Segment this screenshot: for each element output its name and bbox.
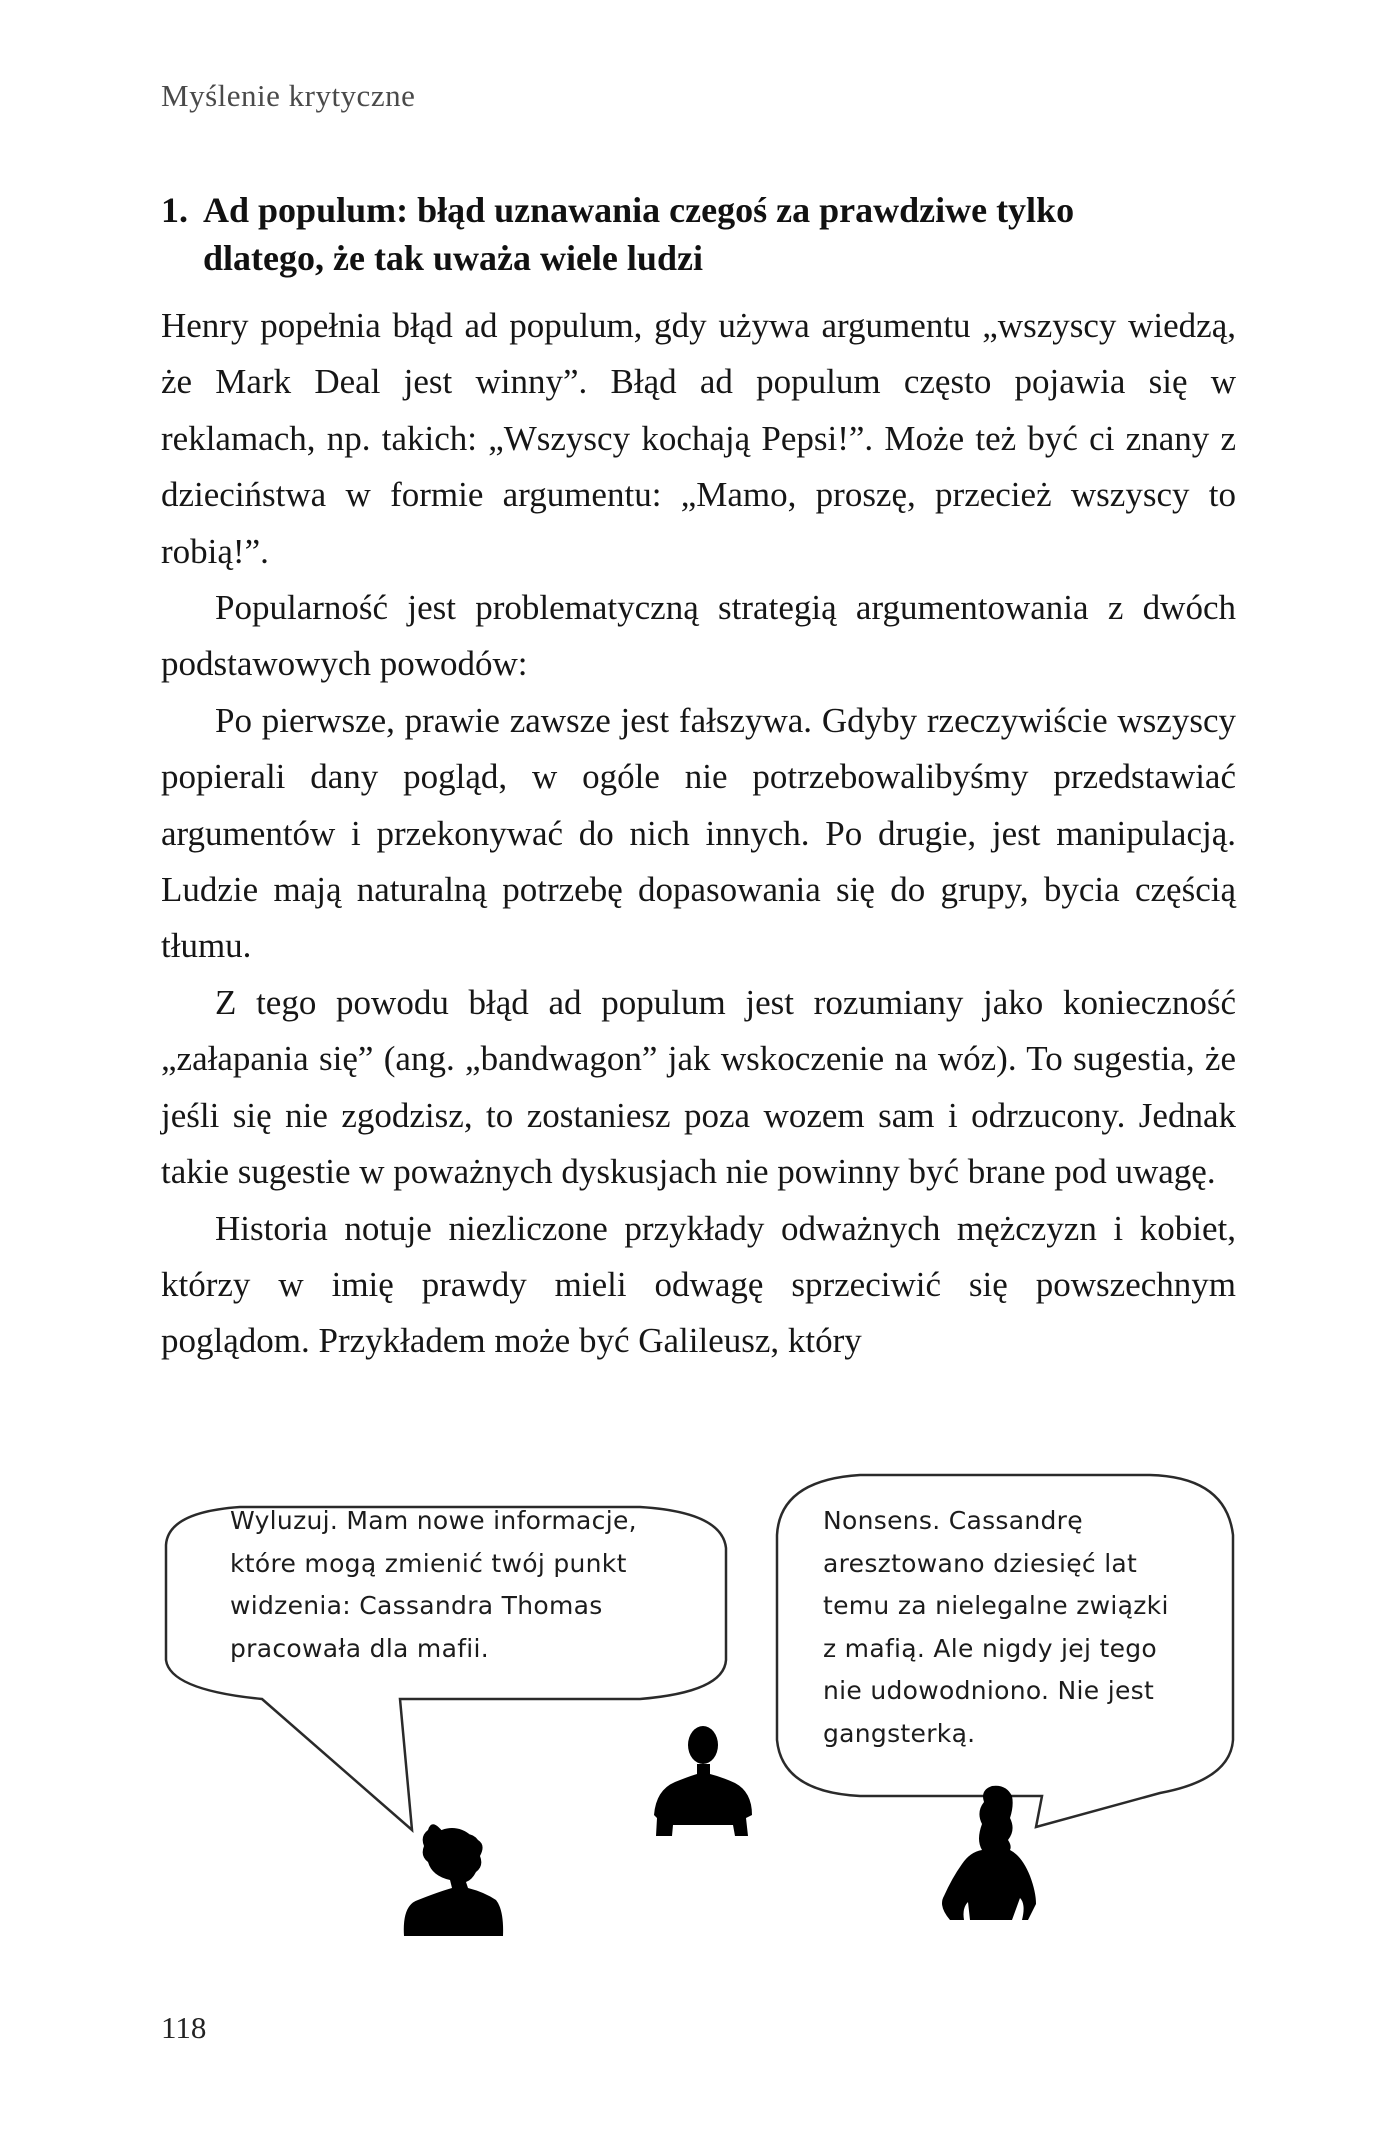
speech-bubble-left-text [230,1500,690,1670]
bubble-line: Wyluzuj. Mam nowe informacje, [230,1506,637,1535]
bubble-line: temu za nielegalne związki [823,1591,1169,1620]
bubble-line: gangsterką. [823,1718,976,1748]
page-number: 118 [161,2010,207,2045]
body-text [161,298,1236,1370]
section-number: 1. [161,190,188,230]
paragraph: Historia notuje niezliczone przykłady odważnych mężczyzn i kobiet, którzy w imię prawdy mieli odwagę sprzeciwić się powszechnym poglądom. Przykładem może być Galileusz, który [161,1208,1236,1361]
section-title-line2: dlatego, że tak uważa wiele ludzi [203,238,703,278]
speech-bubble-right-text [823,1500,1203,1755]
bubble-line: które mogą zmienić twój punkt [230,1548,627,1578]
bubble-line: Nonsens. Cassandrę [823,1506,1083,1535]
bubble-line: aresztowano dziesięć lat [823,1548,1138,1578]
bubble-line: widzenia: Cassandra Thomas [230,1591,603,1620]
section-heading [161,186,1241,282]
paragraph: Po pierwsze, prawie zawsze jest fałszywa. Gdyby rzeczywiście wszyscy popierali dany pogląd, w ogóle nie potrzebowalibyśmy przedstawiać argumentów i przekonywać do nich innych. Po drugie, jest manipulacją. Ludzie mają naturalną potrzebę dopasowania się do grupy, bycia częścią tłumu. [161,700,1236,966]
bubble-line: pracowała dla mafii. [230,1633,490,1663]
long-haired-person-silhouette [942,1786,1036,1920]
section-title-line1: Ad populum: błąd uznawania czegoś za prawdziwe tylko [203,190,1075,230]
paragraph: Popularność jest problematyczną strategią argumentowania z dwóch podstawowych powodów: [161,588,1236,684]
paragraph: Henry popełnia błąd ad populum, gdy używa argumentu „wszyscy wiedzą, że Mark Deal jest winny”. Błąd ad populum często pojawia się w reklamach, np. takich: „Wszyscy kochają Pepsi!”. Może też być ci znany z dzieciństwa w formie argumentu: „Mamo, proszę, przecież wszyscy to robią!”. [161,306,1236,571]
paragraph: Z tego powodu błąd ad populum jest rozumiany jako konieczność „załapania się” (ang. „bandwagon” jak wskoczenie na wóz). To sugestia, że jeśli się nie zgodzisz, to zostaniesz poza wozem sam i odrzucony. Jednak takie sugestie w poważnych dyskusjach nie powinny być brane pod uwagę. [161,982,1236,1192]
short-haired-man-silhouette [654,1726,752,1836]
curly-haired-person-silhouette [404,1824,503,1936]
running-head: Myślenie krytyczne [161,78,416,113]
bubble-line: nie udowodniono. Nie jest [823,1676,1155,1705]
bubble-line: z mafią. Ale nigdy jej tego [823,1633,1158,1663]
comic-illustration [0,1460,1400,1940]
